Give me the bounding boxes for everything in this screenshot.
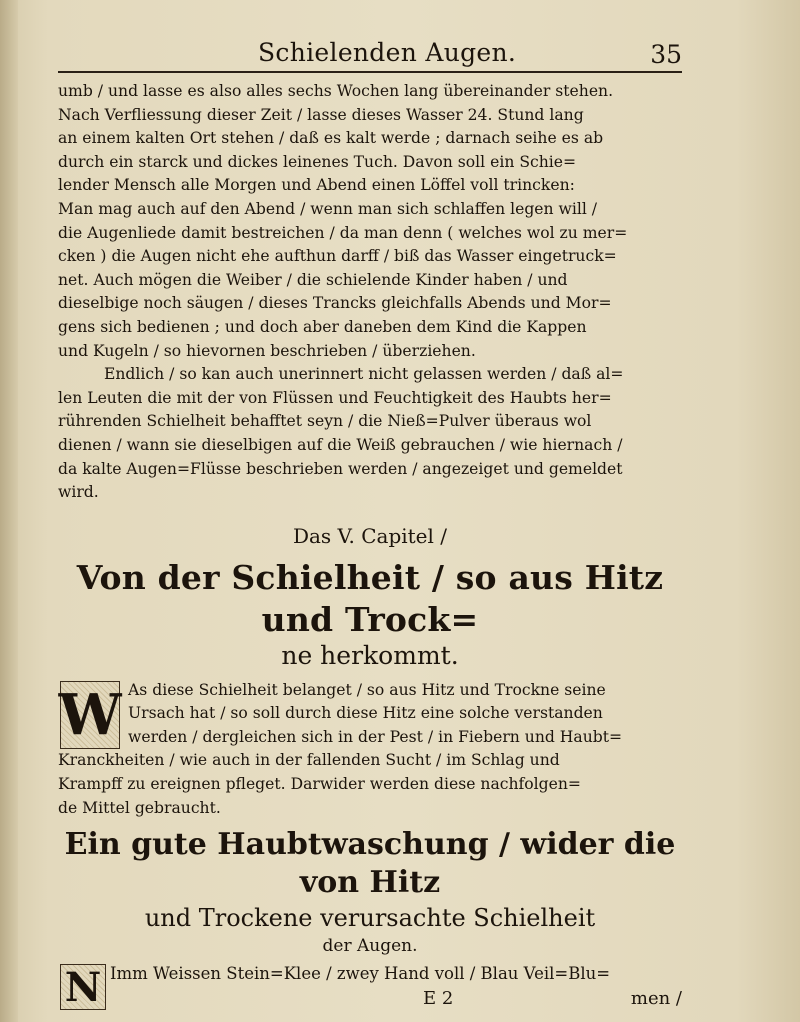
chapter-heading: Das V. Capitel / xyxy=(292,523,448,548)
text-line: dienen / wann sie dieselbigen auf die Weiß gebrauchen / wie hiernach / xyxy=(58,435,623,454)
page-body xyxy=(58,80,682,1012)
text-line: Ursach hat / so soll durch diese Hitz eine solche verstanden xyxy=(128,704,603,723)
ornamental-initial: W xyxy=(58,681,122,748)
text-line: rührenden Schielheit behafftet seyn / die Nieß=Pulver überaus wol xyxy=(58,412,592,431)
text-line: dieselbige noch säugen / dieses Trancks gleichfalls Abends und Mor= xyxy=(58,294,612,313)
text-line: und Kugeln / so hievornen beschrieben / überziehen. xyxy=(58,341,476,360)
text-line: cken ) die Augen nicht ehe aufthun darff / biß das Wasser eingetruck= xyxy=(58,247,617,266)
text-line: As diese Schielheit belanget / so aus Hitz und Trockne seine xyxy=(128,680,606,699)
text-line: Imm Weissen Stein=Klee / zwey Hand voll / Blau Veil=Blu= xyxy=(110,964,611,984)
text-line: umb / und lasse es also alles sechs Wochen lang übereinander stehen. xyxy=(58,82,614,100)
text-line: lender Mensch alle Morgen und Abend einen Löffel voll trincken: xyxy=(58,176,575,195)
text-line: Kranckheiten / wie auch in der fallenden Sucht / im Schlag und xyxy=(58,751,560,770)
signature-mark: E 2 xyxy=(423,988,454,1010)
chapter-title-line-1: Von der Schielheit / so aus Hitz und Trock= xyxy=(76,557,664,639)
chapter-title-line-2: ne herkommt. xyxy=(281,640,459,670)
recipe-title-line-2: und Trockene verursachte Schielheit xyxy=(144,904,596,933)
recipe-title-line-1: Ein gute Haubtwaschung / wider die von Hitz xyxy=(64,827,676,901)
text-line: wird. xyxy=(58,483,99,502)
text-line: Endlich / so kan auch unerinnert nicht gelassen werden / daß al= xyxy=(104,365,624,384)
paragraph-1 xyxy=(58,80,682,363)
text-line: Krampff zu ereignen pfleget. Darwider werden diese nachfolgen= xyxy=(58,775,581,794)
text-line: durch ein starck und dickes leinenes Tuch. Davon soll ein Schie= xyxy=(58,152,577,171)
running-title: Schielenden Augen. xyxy=(258,38,517,67)
paragraph-2 xyxy=(58,363,682,505)
text-line: net. Auch mögen die Weiber / die schielende Kinder haben / und xyxy=(58,270,568,289)
text-line: Man mag auch auf den Abend / wenn man sich schlaffen legen will / xyxy=(58,199,598,218)
page-number: 35 xyxy=(650,40,682,69)
page-gutter-shadow xyxy=(0,0,18,1022)
text-line: da kalte Augen=Flüsse beschrieben werden / angezeiget und gemeldet xyxy=(58,459,623,478)
catchword: men / xyxy=(630,988,682,1010)
text-line: die Augenliede damit bestreichen / da man denn ( welches wol zu mer= xyxy=(58,223,628,242)
running-header xyxy=(58,38,682,72)
text-line: werden / dergleichen sich in der Pest / in Fiebern und Haubt= xyxy=(128,727,623,746)
text-line: gens sich bedienen ; und doch aber daneben dem Kind die Kappen xyxy=(58,317,587,336)
recipe-text xyxy=(58,962,682,1012)
ornamental-initial: N xyxy=(60,964,106,1010)
text-line: de Mittel gebraucht. xyxy=(58,798,221,817)
text-line: Nach Verfliessung dieser Zeit / lasse dieses Wasser 24. Stund lang xyxy=(58,105,584,124)
header-rule xyxy=(58,71,682,73)
paragraph-3 xyxy=(58,679,682,821)
text-line: len Leuten die mit der von Flüssen und Feuchtigkeit des Haubts her= xyxy=(58,388,612,407)
page-content xyxy=(58,38,682,1012)
text-line: an einem kalten Ort stehen / daß es kalt werde ; darnach seihe es ab xyxy=(58,129,604,148)
recipe-title-line-3: der Augen. xyxy=(322,936,418,957)
